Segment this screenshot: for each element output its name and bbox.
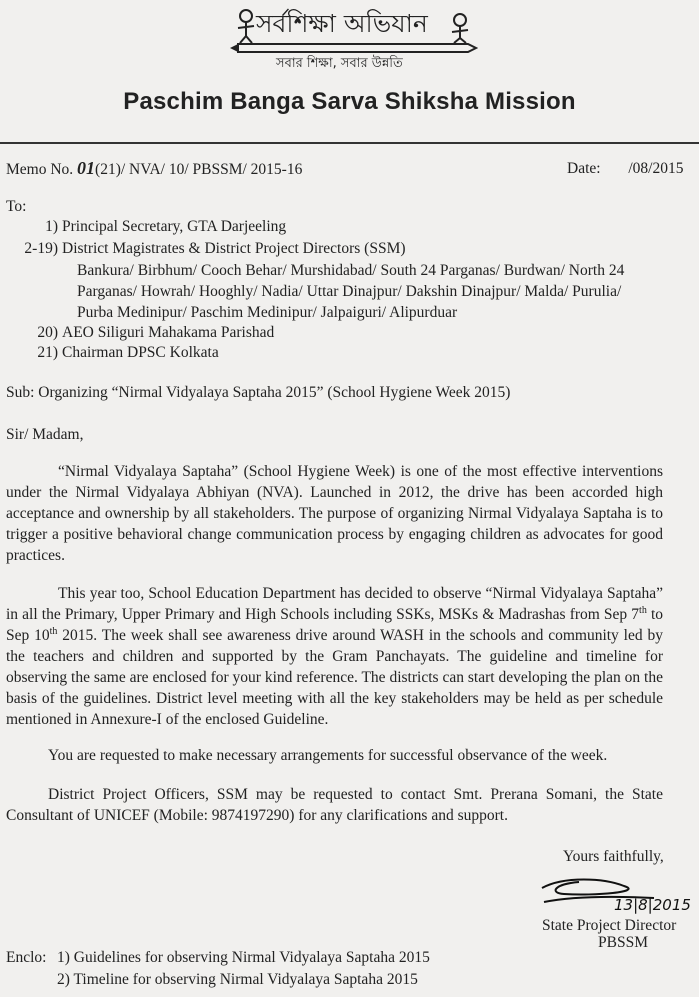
district-list-line: Parganas/ Howrah/ Hooghly/ Nadia/ Uttar Dinajpur/ Dakshin Dinajpur/ Malda/ Purulia/ bbox=[77, 283, 622, 300]
memo-reference: (21)/ NVA/ 10/ PBSSM/ 2015-16 bbox=[95, 161, 303, 178]
district-list-line: Bankura/ Birbhum/ Cooch Behar/ Murshidabad/ South 24 Parganas/ Burdwan/ North 24 bbox=[77, 262, 625, 279]
addressee-number: 21) bbox=[37, 344, 58, 361]
subject-line: Sub: Organizing “Nirmal Vidyalaya Saptaha 2015” (School Hygiene Week 2015) bbox=[6, 384, 511, 401]
enclosure-label: Enclo: bbox=[6, 949, 47, 966]
organization-name: Paschim Banga Sarva Shiksha Mission bbox=[123, 88, 576, 115]
addressee-number: 2-19) bbox=[24, 240, 58, 257]
logo-text: সর্বশিক্ষা অভিযান bbox=[256, 9, 428, 38]
body-paragraph-2: This year too, School Education Department has decided to observe “Nirmal Vidyalaya Saptaha” in all the Primary, Upper Primary and High Schools including SSKs, MSKs & Madrashas from Sep 7th to Sep 10th 2015. The week shall see awareness drive around WASH in the schools and community led by the teachers and children and supported by the Gram Panchayats. The guideline and timeline for observing the same are enclosed for your kind reference. The districts can start developing the plan on the basis of the guidelines. District level meeting with all the key stakeholders may be held as per schedule mentioned in Annexure-I of the enclosed Guideline. bbox=[6, 585, 663, 728]
memo-date bbox=[567, 160, 683, 178]
enclosure-item: 1) Guidelines for observing Nirmal Vidyalaya Saptaha 2015 bbox=[57, 949, 430, 966]
addressee-number: 20) bbox=[37, 324, 58, 341]
body-paragraph-4: District Project Officers, SSM may be requested to contact Smt. Prerana Somani, the State Consultant of UNICEF (Mobile: 9874197290) for any clarifications and support. bbox=[6, 786, 663, 824]
body-paragraph-1: “Nirmal Vidyalaya Saptaha” (School Hygiene Week) is one of the most effective interventions under the Nirmal Vidyalaya Abhiyan (NVA). Launched in 2012, the drive has been accorded high acceptance and ownership by all stakeholders. The purpose of organizing Nirmal Vidyalaya Saptaha is to trigger a positive behavioral change communication process by engaging children as advocates for good practices. bbox=[6, 463, 663, 564]
handwritten-signature bbox=[534, 866, 699, 916]
addressee-item: Chairman DPSC Kolkata bbox=[62, 344, 219, 361]
district-list-line: Purba Medinipur/ Paschim Medinipur/ Jalpaiguri/ Alipurduar bbox=[77, 304, 458, 321]
signatory-organization: PBSSM bbox=[598, 934, 648, 951]
date-label: Date: bbox=[567, 160, 601, 177]
to-label: To: bbox=[6, 198, 27, 215]
closing-phrase: Yours faithfully, bbox=[563, 848, 664, 865]
signatory-designation: State Project Director bbox=[542, 917, 677, 934]
header-divider bbox=[0, 142, 699, 144]
addressee-number: 1) bbox=[45, 218, 58, 235]
addressee-item: Principal Secretary, GTA Darjeeling bbox=[62, 218, 287, 235]
memo-number-line bbox=[6, 158, 302, 179]
date-value: /08/2015 bbox=[628, 160, 684, 177]
memo-handwritten-number: 01 bbox=[77, 158, 96, 178]
salutation: Sir/ Madam, bbox=[6, 426, 84, 443]
addressee-item: AEO Siliguri Mahakama Parishad bbox=[62, 324, 275, 341]
addressee-item: District Magistrates & District Project Directors (SSM) bbox=[62, 240, 406, 257]
memo-label: Memo No. bbox=[6, 161, 74, 178]
signature-date: 13|8|2015 bbox=[614, 896, 691, 914]
body-paragraph-3: You are requested to make necessary arrangements for successful observance of the week. bbox=[48, 747, 608, 764]
enclosure-item: 2) Timeline for observing Nirmal Vidyalaya Saptaha 2015 bbox=[57, 971, 418, 988]
logo-tagline: সবার শিক্ষা, সবার উন্নতি bbox=[276, 56, 403, 71]
